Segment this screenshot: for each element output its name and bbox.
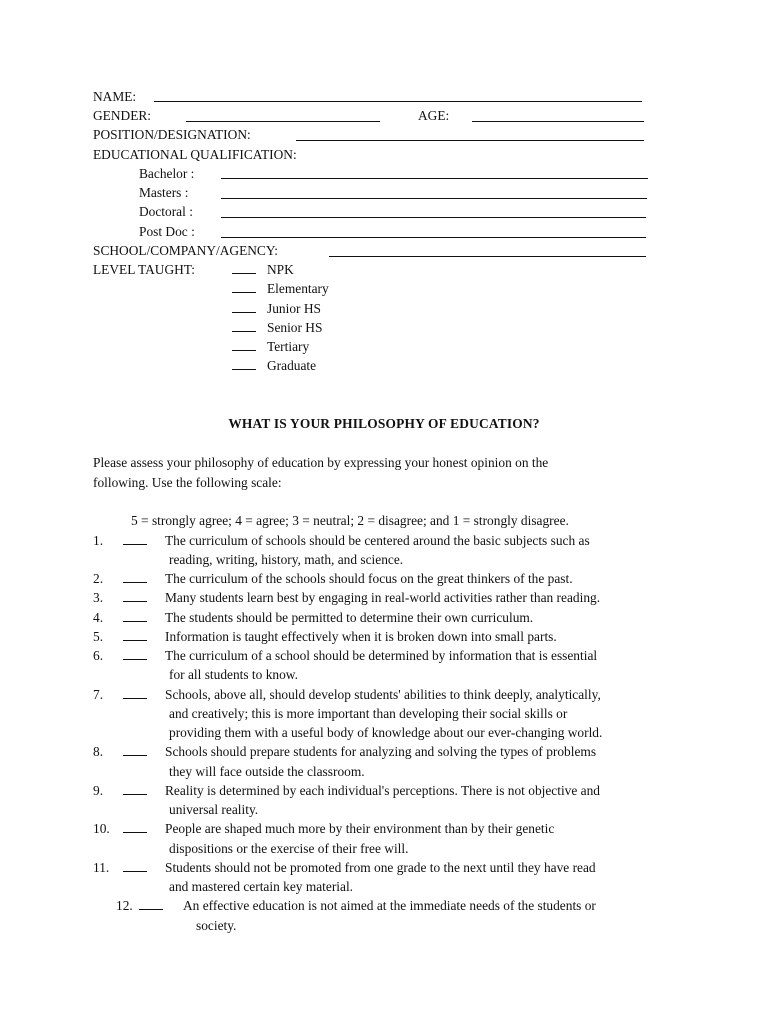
item-answer[interactable] (123, 628, 147, 645)
item-answer[interactable] (123, 743, 147, 760)
item-answer[interactable] (123, 609, 147, 626)
answer-blank[interactable] (123, 609, 147, 622)
school-label: SCHOOL/COMPANY/AGENCY: (93, 243, 279, 258)
age-field[interactable] (472, 121, 644, 122)
item-text: The curriculum of the schools should focus on the great thinkers of the past. (165, 571, 573, 586)
item-text: universal reality. (169, 802, 259, 817)
item-number: 1. (93, 533, 104, 548)
doctoral-field[interactable] (221, 217, 646, 218)
level-checkbox-senior-hs[interactable] (232, 319, 256, 332)
item-text: Reality is determined by each individual's perceptions. There is not objective and (165, 783, 601, 798)
postdoc-field[interactable] (221, 237, 646, 238)
level-option[interactable] (232, 319, 256, 336)
level-checkbox-npk[interactable] (232, 261, 256, 274)
level-label: LEVEL TAUGHT: (93, 262, 196, 277)
answer-blank[interactable] (123, 859, 147, 872)
item-text: providing them with a useful body of knowledge about our ever-changing world. (169, 725, 603, 740)
item-text: People are shaped much more by their environment than by their genetic (165, 821, 555, 836)
answer-blank[interactable] (139, 897, 163, 910)
survey-title: WHAT IS YOUR PHILOSOPHY OF EDUCATION? (228, 416, 540, 431)
intro-text: following. Use the following scale: (93, 475, 282, 490)
item-text: Schools should prepare students for analyzing and solving the types of problems (165, 744, 597, 759)
answer-blank[interactable] (123, 589, 147, 602)
item-text: Information is taught effectively when it is broken down into small parts. (165, 629, 557, 644)
degree-label-postdoc: Post Doc : (139, 224, 195, 239)
item-text: Students should not be promoted from one grade to the next until they have read (165, 860, 596, 875)
item-number: 4. (93, 610, 104, 625)
school-field[interactable] (329, 256, 646, 257)
answer-blank[interactable] (123, 628, 147, 641)
level-checkbox-elementary[interactable] (232, 280, 256, 293)
item-text: An effective education is not aimed at the immediate needs of the students or (183, 898, 596, 913)
level-option-label: Graduate (267, 358, 317, 373)
level-option[interactable] (232, 280, 256, 297)
degree-label-doctoral: Doctoral : (139, 204, 193, 219)
item-number: 3. (93, 590, 104, 605)
rating-scale: 5 = strongly agree; 4 = agree; 3 = neutral; 2 = disagree; and 1 = strongly disagree. (131, 513, 569, 528)
level-option-label: Junior HS (267, 301, 321, 316)
level-option-label: Tertiary (267, 339, 310, 354)
level-checkbox-tertiary[interactable] (232, 338, 256, 351)
item-answer[interactable] (123, 589, 147, 606)
item-number: 12. (116, 898, 133, 913)
degree-label-bachelor: Bachelor : (139, 166, 195, 181)
name-label: NAME: (93, 89, 137, 104)
item-answer[interactable] (123, 686, 147, 703)
answer-blank[interactable] (123, 532, 147, 545)
item-text: The curriculum of schools should be centered around the basic subjects such as (165, 533, 590, 548)
masters-field[interactable] (221, 198, 647, 199)
item-text: and creatively; this is more important than developing their social skills or (169, 706, 568, 721)
item-answer[interactable] (123, 647, 147, 664)
item-answer[interactable] (139, 897, 163, 914)
age-label: AGE: (418, 108, 450, 123)
answer-blank[interactable] (123, 743, 147, 756)
bachelor-field[interactable] (221, 178, 648, 179)
level-option[interactable] (232, 338, 256, 355)
item-text: Schools, above all, should develop students' abilities to think deeply, analytically, (165, 687, 601, 702)
level-option[interactable] (232, 300, 256, 317)
gender-field[interactable] (186, 121, 380, 122)
position-label: POSITION/DESIGNATION: (93, 127, 251, 142)
item-text: they will face outside the classroom. (169, 764, 365, 779)
level-checkbox-graduate[interactable] (232, 357, 256, 370)
item-text: reading, writing, history, math, and science. (169, 552, 404, 567)
item-answer[interactable] (123, 859, 147, 876)
intro-text: Please assess your philosophy of education by expressing your honest opinion on the (93, 455, 549, 470)
answer-blank[interactable] (123, 570, 147, 583)
level-option-label: NPK (267, 262, 294, 277)
item-number: 11. (93, 860, 110, 875)
level-option-label: Elementary (267, 281, 329, 296)
item-number: 6. (93, 648, 104, 663)
item-number: 7. (93, 687, 104, 702)
item-number: 2. (93, 571, 104, 586)
level-option[interactable] (232, 261, 256, 278)
item-answer[interactable] (123, 782, 147, 799)
item-number: 8. (93, 744, 104, 759)
item-number: 9. (93, 783, 104, 798)
item-text: Many students learn best by engaging in real-world activities rather than reading. (165, 590, 601, 605)
item-answer[interactable] (123, 820, 147, 837)
item-text: dispositions or the exercise of their free will. (169, 841, 409, 856)
answer-blank[interactable] (123, 820, 147, 833)
answer-blank[interactable] (123, 782, 147, 795)
name-field[interactable] (154, 101, 642, 102)
item-answer[interactable] (123, 570, 147, 587)
level-checkbox-junior-hs[interactable] (232, 300, 256, 313)
item-text: The curriculum of a school should be determined by information that is essential (165, 648, 598, 663)
degree-label-masters: Masters : (139, 185, 189, 200)
education-label: EDUCATIONAL QUALIFICATION: (93, 147, 297, 162)
item-text: society. (196, 918, 237, 933)
item-text: for all students to know. (169, 667, 298, 682)
item-number: 5. (93, 629, 104, 644)
item-number: 10. (93, 821, 110, 836)
gender-label: GENDER: (93, 108, 152, 123)
position-field[interactable] (296, 140, 644, 141)
level-option-label: Senior HS (267, 320, 323, 335)
item-text: The students should be permitted to determine their own curriculum. (165, 610, 534, 625)
level-option[interactable] (232, 357, 256, 374)
answer-blank[interactable] (123, 686, 147, 699)
item-text: and mastered certain key material. (169, 879, 354, 894)
item-answer[interactable] (123, 532, 147, 549)
answer-blank[interactable] (123, 647, 147, 660)
